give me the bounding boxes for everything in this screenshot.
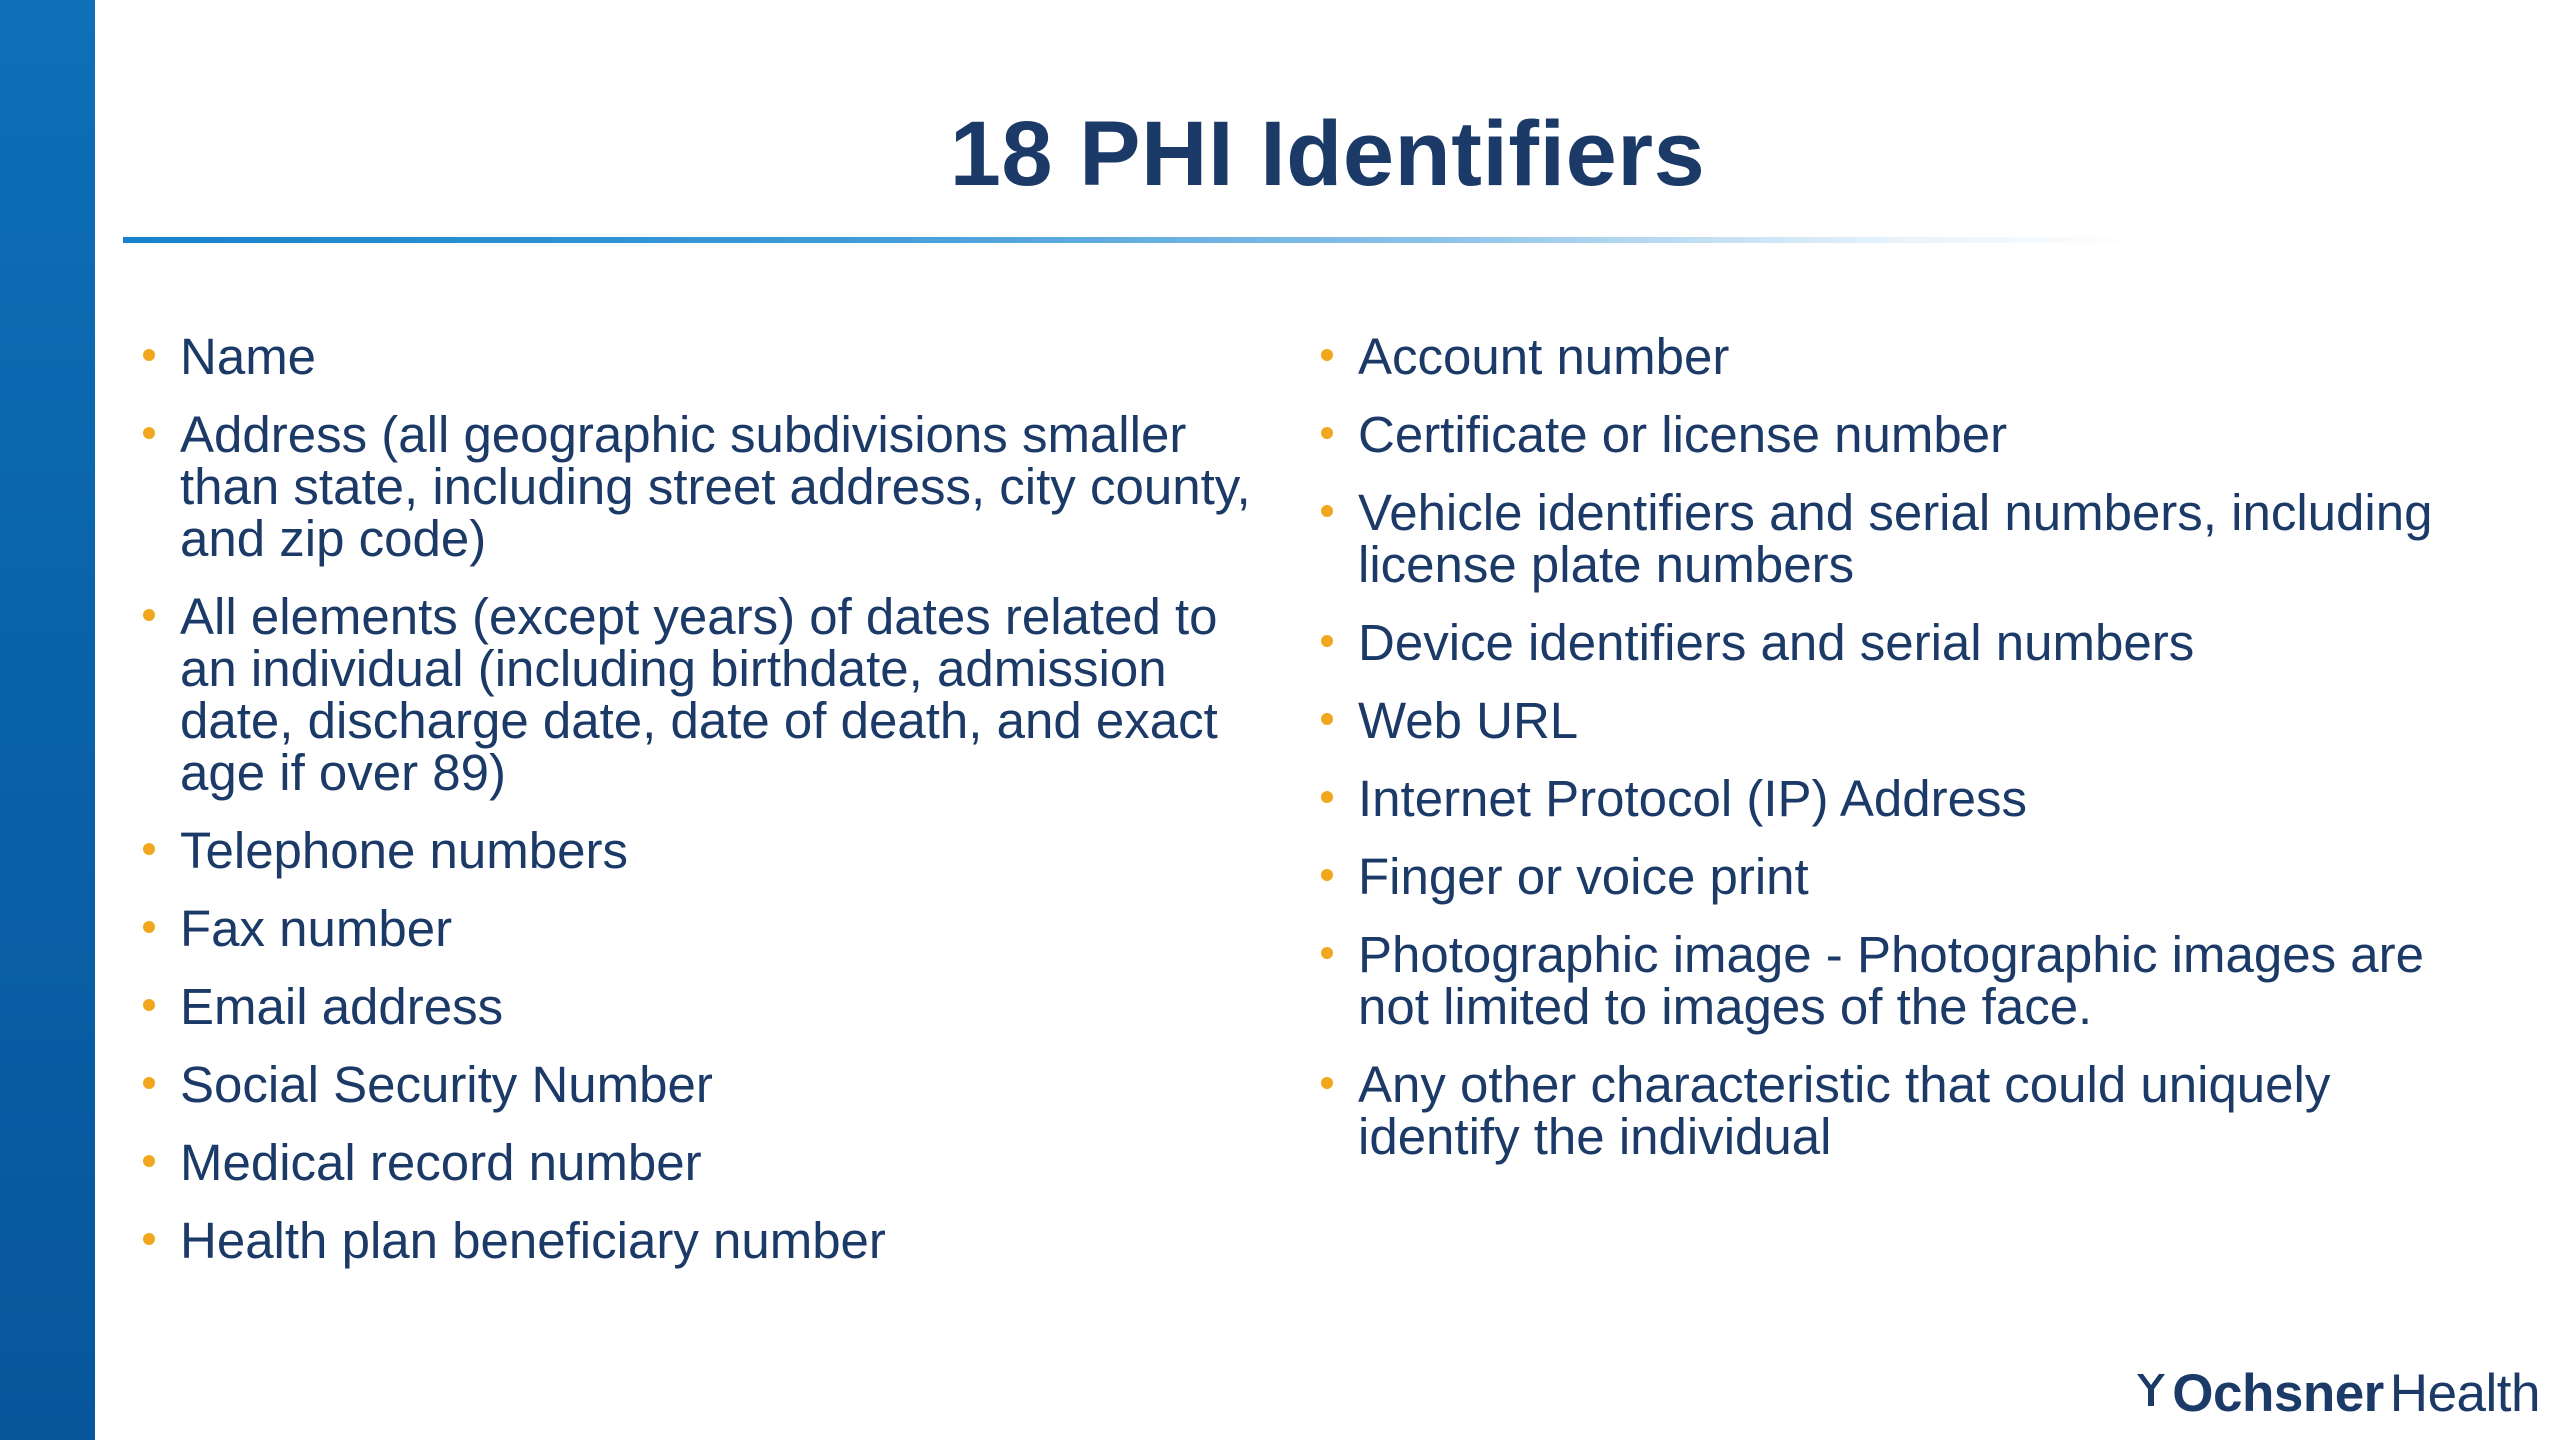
list-item bbox=[1318, 692, 2498, 749]
bullet-icon bbox=[143, 1077, 155, 1089]
list-item bbox=[1318, 770, 2498, 827]
list-item-text: Device identifiers and serial numbers bbox=[1358, 614, 2195, 671]
list-item-text: Health plan beneficiary number bbox=[180, 1212, 886, 1269]
list-item bbox=[1318, 1056, 2498, 1165]
list-item-text: Email address bbox=[180, 978, 504, 1035]
list-item bbox=[1318, 926, 2498, 1035]
bullet-icon bbox=[143, 1233, 155, 1245]
list-item-text: Certificate or license number bbox=[1358, 406, 2008, 463]
list-item-text: Address (all geographic subdivisions smaller than state, including street address, city county, and zip code) bbox=[180, 406, 1251, 567]
list-item-text: Internet Protocol (IP) Address bbox=[1358, 770, 2027, 827]
list-item-text: Web URL bbox=[1358, 692, 1579, 749]
identifier-list-right bbox=[1318, 328, 2498, 1189]
list-item bbox=[1318, 614, 2498, 671]
list-item-text: Telephone numbers bbox=[180, 822, 628, 879]
list-item bbox=[1318, 328, 2498, 385]
bullet-icon bbox=[1321, 791, 1333, 803]
title-divider bbox=[123, 237, 2143, 243]
list-item-text: Photographic image - Photographic images are not limited to images of the face. bbox=[1358, 926, 2424, 1035]
bullet-icon bbox=[1321, 869, 1333, 881]
bullet-icon bbox=[143, 609, 155, 621]
bullet-icon bbox=[143, 427, 155, 439]
bullet-icon bbox=[1321, 505, 1333, 517]
list-item-text: Any other characteristic that could uniquely identify the individual bbox=[1358, 1056, 2331, 1165]
list-item bbox=[140, 406, 1270, 567]
logo-brand-regular: Health bbox=[2389, 1364, 2540, 1423]
bullet-icon bbox=[143, 349, 155, 361]
identifier-list-left bbox=[140, 328, 1270, 1293]
list-item-text: All elements (except years) of dates related to an individual (including birthdate, admission date, discharge date, date of death, and exact age if over 89) bbox=[180, 588, 1218, 801]
bullet-icon bbox=[143, 921, 155, 933]
bullet-icon bbox=[1321, 947, 1333, 959]
list-item bbox=[140, 588, 1270, 801]
list-item bbox=[140, 1212, 1270, 1269]
list-item bbox=[140, 978, 1270, 1035]
list-item bbox=[140, 328, 1270, 385]
list-item bbox=[1318, 406, 2498, 463]
list-item-text: Finger or voice print bbox=[1358, 848, 1809, 905]
bullet-icon bbox=[1321, 427, 1333, 439]
slide-title: 18 PHI Identifiers bbox=[949, 103, 1706, 205]
list-item-text: Social Security Number bbox=[180, 1056, 713, 1113]
slide-side-bar bbox=[0, 0, 95, 1440]
bullet-icon bbox=[143, 843, 155, 855]
list-item bbox=[1318, 484, 2498, 593]
bullet-icon bbox=[1321, 349, 1333, 361]
ochsner-health-logo bbox=[2134, 1364, 2540, 1423]
list-item bbox=[140, 900, 1270, 957]
list-item-text: Name bbox=[180, 328, 317, 385]
bullet-icon bbox=[143, 999, 155, 1011]
list-item-text: Account number bbox=[1358, 328, 1730, 385]
bullet-icon bbox=[1321, 1077, 1333, 1089]
bullet-icon bbox=[143, 1155, 155, 1167]
logo-brand-bold: Ochsner bbox=[2172, 1364, 2384, 1423]
list-item bbox=[140, 1056, 1270, 1113]
list-item-text: Fax number bbox=[180, 900, 453, 957]
list-item-text: Vehicle identifiers and serial numbers, including license plate numbers bbox=[1358, 484, 2433, 593]
bullet-icon bbox=[1321, 635, 1333, 647]
ochsner-y-mark-icon bbox=[2134, 1372, 2168, 1408]
list-item-text: Medical record number bbox=[180, 1134, 702, 1191]
list-item bbox=[140, 1134, 1270, 1191]
list-item bbox=[140, 822, 1270, 879]
list-item bbox=[1318, 848, 2498, 905]
bullet-icon bbox=[1321, 713, 1333, 725]
